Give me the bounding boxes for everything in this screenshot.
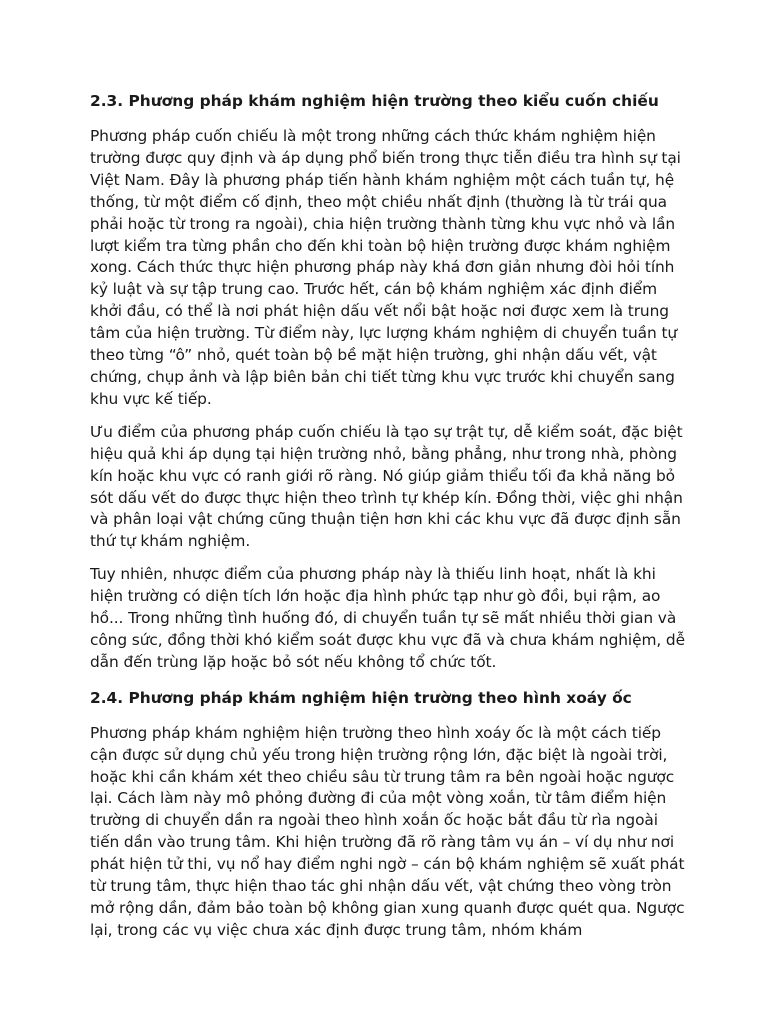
document-page [90,88,690,953]
paragraph: Phương pháp cuốn chiếu là một trong những cách thức khám nghiệm hiện trường được quy định và áp dụng phổ biến trong thực tiễn điều tra hình sự tại Việt Nam. Đây là phương pháp tiến hành khám nghiệm một cách tuần tự, hệ thống, từ một điểm cố định, theo một chiều nhất định (thường là từ trái qua phải hoặc từ trong ra ngoài), chia hiện trường thành từng khu vực nhỏ và lần lượt kiểm tra từng phần cho đến khi toàn bộ hiện trường được khám nghiệm xong. Cách thức thực hiện phương pháp này khá đơn giản nhưng đòi hỏi tính kỷ luật và sự tập trung cao. Trước hết, cán bộ khám nghiệm xác định điểm khởi đầu, có thể là nơi phát hiện dấu vết nổi bật hoặc nơi được xem là trung tâm của hiện trường. Từ điểm này, lực lượng khám nghiệm di chuyển tuần tự theo từng “ô” nhỏ, quét toàn bộ bề mặt hiện trường, ghi nhận dấu vết, vật chứng, chụp ảnh và lập biên bản chi tiết từng khu vực trước khi chuyển sang khu vực kế tiếp. [90,127,681,408]
section-heading: 2.3. Phương pháp khám nghiệm hiện trường theo kiểu cuốn chiếu [90,92,659,110]
paragraph: Ưu điểm của phương pháp cuốn chiếu là tạo sự trật tự, dễ kiểm soát, đặc biệt hiệu quả khi áp dụng tại hiện trường nhỏ, bằng phẳng, như trong nhà, phòng kín hoặc khu vực có ranh giới rõ ràng. Nó giúp giảm thiểu tối đa khả năng bỏ sót dấu vết do được thực hiện theo trình tự khép kín. Đồng thời, việc ghi nhận và phân loại vật chứng cũng thuận tiện hơn khi các khu vực đã được định sẵn thứ tự khám nghiệm. [90,422,683,551]
section-heading: 2.4. Phương pháp khám nghiệm hiện trường theo hình xoáy ốc [90,688,632,707]
paragraph: Tuy nhiên, nhược điểm của phương pháp này là thiếu linh hoạt, nhất là khi hiện trường có diện tích lớn hoặc địa hình phức tạp như gò đồi, bụi rậm, ao hồ... Trong những tình huống đó, di chuyển tuần tự sẽ mất nhiều thời gian và công sức, đồng thời khó kiểm soát được khu vực đã và chưa khám nghiệm, dễ dẫn đến trùng lặp hoặc bỏ sót nếu không tổ chức tốt. [90,565,685,671]
paragraph: Phương pháp khám nghiệm hiện trường theo hình xoáy ốc là một cách tiếp cận được sử dụng chủ yếu trong hiện trường rộng lớn, đặc biệt là ngoài trời, hoặc khi cần khám xét theo chiều sâu từ trung tâm ra bên ngoài hoặc ngược lại. Cách làm này mô phỏng đường đi của một vòng xoắn, từ tâm điểm hiện trường di chuyển dần ra ngoài theo hình xoắn ốc hoặc bắt đầu từ rìa ngoài tiến dần vào trung tâm. Khi hiện trường đã rõ ràng tâm vụ án – ví dụ như nơi phát hiện tử thi, vụ nổ hay điểm nghi ngờ – cán bộ khám nghiệm sẽ xuất phát từ trung tâm, thực hiện thao tác ghi nhận dấu vết, vật chứng theo vòng tròn mở rộng dần, đảm bảo toàn bộ không gian xung quanh được quét qua. Ngược lại, trong các vụ việc chưa xác định được trung tâm, nhóm khám [90,723,685,939]
